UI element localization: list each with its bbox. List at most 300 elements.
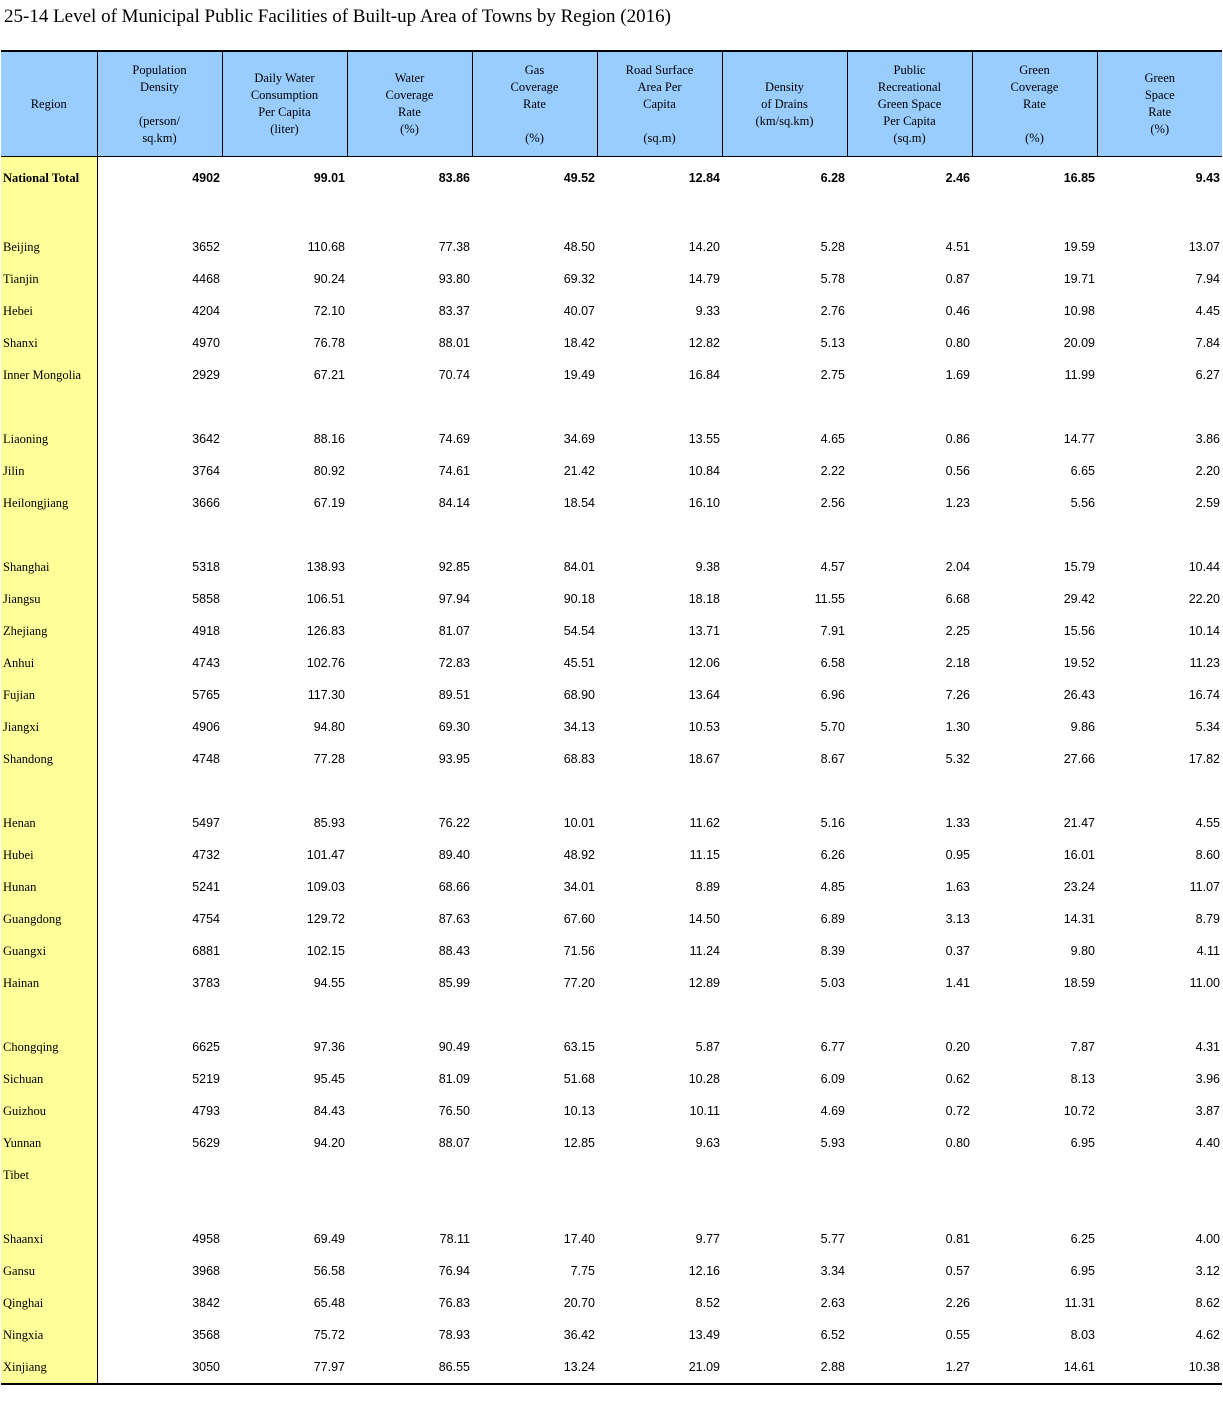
value-cell: 80.92 — [313, 464, 345, 478]
column-header — [472, 51, 597, 157]
table-row — [1, 903, 1222, 935]
region-cell: Hebei — [1, 295, 97, 327]
value-cell — [1097, 1159, 1222, 1191]
value-cell: 68.83 — [563, 752, 595, 766]
region-cell: Gansu — [1, 1255, 97, 1287]
spacer-cell — [1, 199, 97, 231]
table-row — [1, 1351, 1222, 1384]
value-cell: 6.96 — [820, 688, 845, 702]
value-cell: 10.28 — [688, 1072, 720, 1086]
value-cell: 13.07 — [1188, 240, 1220, 254]
value-cell: 5.77 — [820, 1232, 845, 1246]
table-row — [1, 743, 1222, 775]
value-cell: 2929 — [192, 368, 220, 382]
value-cell: 7.26 — [945, 688, 970, 702]
value-cell: 97.94 — [438, 592, 470, 606]
value-cell: 4.69 — [820, 1104, 845, 1118]
value-cell: 11.00 — [1189, 976, 1220, 990]
national-total-row — [1, 157, 1222, 200]
value-cell: 76.94 — [438, 1264, 470, 1278]
value-cell: 29.42 — [1063, 592, 1095, 606]
value-cell: 67.60 — [563, 912, 595, 926]
value-cell: 34.69 — [563, 432, 595, 446]
spacer-cell — [972, 519, 1097, 551]
column-header-line: Water — [394, 71, 425, 85]
value-cell: 10.84 — [688, 464, 720, 478]
value-cell: 101.47 — [306, 848, 345, 862]
value-cell: 8.03 — [1070, 1328, 1095, 1342]
table-row — [1, 263, 1222, 295]
spacer-cell — [347, 1191, 472, 1223]
value-cell — [597, 1159, 722, 1191]
table-row — [1, 1159, 1222, 1191]
table-row — [1, 295, 1222, 327]
column-header-line: Consumption — [250, 88, 319, 102]
value-cell: 109.03 — [306, 880, 345, 894]
value-cell: 6.89 — [820, 912, 845, 926]
column-header-line: (%) — [1025, 130, 1044, 145]
region-cell: Jilin — [1, 455, 97, 487]
value-cell: 54.54 — [563, 624, 595, 638]
value-cell: 14.61 — [972, 1351, 1097, 1384]
value-cell: 5318 — [192, 560, 220, 574]
value-cell: 106.51 — [306, 592, 345, 606]
column-header-line: Space — [1144, 88, 1175, 102]
value-cell: 69.30 — [438, 720, 470, 734]
value-cell: 85.99 — [438, 976, 470, 990]
value-cell: 16.84 — [688, 368, 720, 382]
value-cell — [472, 1159, 597, 1191]
value-cell: 20.09 — [1063, 336, 1095, 350]
region-cell: Shaanxi — [1, 1223, 97, 1255]
value-cell: 9.63 — [695, 1136, 720, 1150]
column-header-line: Density — [765, 79, 804, 94]
value-cell: 8.39 — [820, 944, 845, 958]
value-cell: 14.77 — [1063, 432, 1095, 446]
spacer-cell — [347, 775, 472, 807]
value-cell: 2.22 — [820, 464, 845, 478]
region-cell: Fujian — [1, 679, 97, 711]
value-cell: 3.34 — [820, 1264, 845, 1278]
value-cell: 4748 — [192, 752, 220, 766]
table-body — [1, 157, 1222, 1385]
value-cell — [722, 1159, 847, 1191]
value-cell: 13.24 — [472, 1351, 597, 1384]
value-cell: 9.86 — [1070, 720, 1095, 734]
value-cell: 3783 — [192, 976, 220, 990]
value-cell: 2.25 — [945, 624, 970, 638]
column-header-line: (%) — [400, 122, 419, 136]
table-row — [1, 1031, 1222, 1063]
spacer-cell — [597, 999, 722, 1031]
value-cell: 45.51 — [563, 656, 595, 670]
value-cell: 15.56 — [1063, 624, 1095, 638]
value-cell: 10.14 — [1188, 624, 1220, 638]
value-cell: 84.43 — [313, 1104, 345, 1118]
region-cell: Yunnan — [1, 1127, 97, 1159]
value-cell: 8.52 — [695, 1296, 720, 1310]
value-cell: 22.20 — [1188, 592, 1220, 606]
spacer-cell — [222, 1191, 347, 1223]
value-cell: 10.98 — [1063, 304, 1095, 318]
spacer-cell — [97, 1191, 222, 1223]
value-cell: 88.16 — [313, 432, 345, 446]
value-cell: 8.62 — [1195, 1296, 1220, 1310]
value-cell: 18.54 — [563, 496, 595, 510]
table-row — [1, 423, 1222, 455]
value-cell: 0.80 — [945, 336, 970, 350]
value-cell — [97, 1159, 222, 1191]
value-cell: 10.72 — [1063, 1104, 1095, 1118]
value-cell: 18.59 — [1063, 976, 1095, 990]
spacer-row — [1, 391, 1222, 423]
value-cell: 7.84 — [1195, 336, 1220, 350]
value-cell: 5.28 — [820, 240, 845, 254]
spacer-cell — [847, 199, 972, 231]
value-cell: 12.85 — [563, 1136, 595, 1150]
value-cell: 19.49 — [563, 368, 595, 382]
value-cell: 34.13 — [563, 720, 595, 734]
region-cell: Ningxia — [1, 1319, 97, 1351]
value-cell: 5.87 — [695, 1040, 720, 1054]
value-cell: 74.69 — [438, 432, 470, 446]
spacer-cell — [222, 999, 347, 1031]
spacer-cell — [1097, 999, 1222, 1031]
region-cell: Zhejiang — [1, 615, 97, 647]
value-cell: 13.64 — [688, 688, 720, 702]
value-cell: 3.96 — [1195, 1072, 1220, 1086]
value-cell: 5241 — [192, 880, 220, 894]
region-cell: Sichuan — [1, 1063, 97, 1095]
value-cell: 36.42 — [563, 1328, 595, 1342]
spacer-cell — [847, 519, 972, 551]
spacer-cell — [597, 199, 722, 231]
value-cell: 6.95 — [1070, 1264, 1095, 1278]
value-cell: 19.52 — [1063, 656, 1095, 670]
value-cell: 13.71 — [688, 624, 720, 638]
spacer-cell — [972, 999, 1097, 1031]
value-cell: 9.33 — [695, 304, 720, 318]
value-cell: 6.52 — [820, 1328, 845, 1342]
column-header-line — [598, 113, 722, 130]
value-cell: 5.13 — [820, 336, 845, 350]
value-cell: 90.18 — [563, 592, 595, 606]
spacer-cell — [722, 391, 847, 423]
spacer-cell — [1097, 775, 1222, 807]
value-cell: 18.42 — [563, 336, 595, 350]
spacer-row — [1, 775, 1222, 807]
spacer-cell — [97, 775, 222, 807]
column-header-line: Green — [1019, 62, 1050, 77]
value-cell: 0.46 — [945, 304, 970, 318]
value-cell: 0.81 — [945, 1232, 970, 1246]
value-cell: 34.01 — [563, 880, 595, 894]
region-cell: Jiangsu — [1, 583, 97, 615]
column-header — [847, 51, 972, 157]
value-cell: 3652 — [192, 240, 220, 254]
spacer-cell — [1, 775, 97, 807]
value-cell: 0.95 — [945, 848, 970, 862]
value-cell: 12.84 — [688, 171, 720, 185]
value-cell: 11.99 — [1064, 368, 1095, 382]
spacer-cell — [722, 775, 847, 807]
column-header — [597, 51, 722, 157]
table-row — [1, 1255, 1222, 1287]
value-cell: 1.33 — [945, 816, 970, 830]
value-cell: 84.01 — [563, 560, 595, 574]
value-cell: 5.34 — [1195, 720, 1220, 734]
spacer-cell — [97, 199, 222, 231]
value-cell: 4970 — [192, 336, 220, 350]
spacer-cell — [1097, 391, 1222, 423]
value-cell: 77.38 — [438, 240, 470, 254]
value-cell: 77.97 — [222, 1351, 347, 1384]
value-cell: 10.13 — [563, 1104, 595, 1118]
value-cell: 13.55 — [688, 432, 720, 446]
spacer-cell — [97, 391, 222, 423]
value-cell: 0.86 — [945, 432, 970, 446]
value-cell: 5.78 — [820, 272, 845, 286]
value-cell: 65.48 — [313, 1296, 345, 1310]
spacer-cell — [722, 519, 847, 551]
value-cell: 63.15 — [563, 1040, 595, 1054]
value-cell: 17.40 — [563, 1232, 595, 1246]
value-cell: 6.95 — [1070, 1136, 1095, 1150]
value-cell: 8.60 — [1195, 848, 1220, 862]
value-cell: 51.68 — [563, 1072, 595, 1086]
value-cell: 5.16 — [820, 816, 845, 830]
value-cell: 0.80 — [945, 1136, 970, 1150]
column-header-line: Green Space — [877, 96, 942, 111]
value-cell: 0.57 — [945, 1264, 970, 1278]
value-cell: 4.11 — [1196, 944, 1220, 958]
value-cell: 81.09 — [438, 1072, 470, 1086]
value-cell: 4743 — [192, 656, 220, 670]
value-cell: 9.43 — [1195, 171, 1220, 185]
value-cell: 102.15 — [306, 944, 345, 958]
value-cell: 2.56 — [820, 496, 845, 510]
value-cell: 4754 — [192, 912, 220, 926]
value-cell: 94.80 — [313, 720, 345, 734]
spacer-cell — [347, 999, 472, 1031]
region-cell: Guangxi — [1, 935, 97, 967]
value-cell: 3.87 — [1195, 1104, 1220, 1118]
table-row — [1, 1063, 1222, 1095]
value-cell: 20.70 — [563, 1296, 595, 1310]
value-cell: 11.62 — [689, 816, 720, 830]
table-row — [1, 1223, 1222, 1255]
value-cell: 4.00 — [1195, 1232, 1220, 1246]
region-cell: Tibet — [1, 1159, 97, 1191]
value-cell: 10.38 — [1097, 1351, 1222, 1384]
value-cell: 77.28 — [313, 752, 345, 766]
value-cell: 23.24 — [1063, 880, 1095, 894]
spacer-cell — [1, 1191, 97, 1223]
value-cell: 11.24 — [689, 944, 720, 958]
region-cell: Heilongjiang — [1, 487, 97, 519]
column-header — [1097, 51, 1222, 157]
region-cell: Beijing — [1, 231, 97, 263]
column-header-line: of Drains — [761, 96, 808, 111]
spacer-cell — [222, 519, 347, 551]
column-header-line: Per Capita — [883, 113, 936, 128]
value-cell: 2.20 — [1195, 464, 1220, 478]
column-header-line: (%) — [525, 130, 544, 145]
table-row — [1, 711, 1222, 743]
value-cell: 1.63 — [945, 880, 970, 894]
value-cell: 69.49 — [313, 1232, 345, 1246]
value-cell: 3666 — [192, 496, 220, 510]
value-cell: 14.31 — [1063, 912, 1095, 926]
table-row — [1, 359, 1222, 391]
value-cell: 12.89 — [688, 976, 720, 990]
region-cell: Guizhou — [1, 1095, 97, 1127]
value-cell: 92.85 — [438, 560, 470, 574]
facilities-table — [1, 50, 1222, 1385]
spacer-cell — [722, 1191, 847, 1223]
spacer-cell — [347, 199, 472, 231]
column-header-line: (km/sq.km) — [755, 113, 814, 128]
spacer-row — [1, 999, 1222, 1031]
value-cell: 87.63 — [438, 912, 470, 926]
table-row — [1, 935, 1222, 967]
value-cell: 0.37 — [945, 944, 970, 958]
spacer-cell — [597, 519, 722, 551]
table-row — [1, 871, 1222, 903]
value-cell: 11.07 — [1189, 880, 1220, 894]
spacer-cell — [847, 775, 972, 807]
value-cell: 56.58 — [313, 1264, 345, 1278]
spacer-cell — [97, 519, 222, 551]
value-cell: 21.47 — [1063, 816, 1095, 830]
column-header-region — [1, 51, 97, 157]
value-cell: 2.63 — [820, 1296, 845, 1310]
value-cell: 12.06 — [688, 656, 720, 670]
table-row — [1, 551, 1222, 583]
value-cell: 3.12 — [1195, 1264, 1220, 1278]
value-cell: 4.57 — [820, 560, 845, 574]
region-cell: Xinjiang — [1, 1351, 97, 1384]
value-cell: 4.31 — [1195, 1040, 1220, 1054]
value-cell: 0.20 — [945, 1040, 970, 1054]
region-cell: Jiangxi — [1, 711, 97, 743]
value-cell: 27.66 — [1063, 752, 1095, 766]
column-header-line: Rate — [1148, 105, 1172, 119]
value-cell: 16.01 — [1063, 848, 1095, 862]
spacer-cell — [1097, 199, 1222, 231]
value-cell: 3642 — [192, 432, 220, 446]
value-cell — [222, 1159, 347, 1191]
value-cell: 138.93 — [306, 560, 345, 574]
value-cell: 5.03 — [820, 976, 845, 990]
value-cell: 8.67 — [820, 752, 845, 766]
spacer-cell — [722, 999, 847, 1031]
value-cell: 6625 — [192, 1040, 220, 1054]
value-cell: 84.14 — [438, 496, 470, 510]
region-cell: Shanxi — [1, 327, 97, 359]
region-cell: Liaoning — [1, 423, 97, 455]
value-cell: 76.78 — [313, 336, 345, 350]
value-cell: 71.56 — [563, 944, 595, 958]
value-cell: 76.83 — [438, 1296, 470, 1310]
value-cell: 3.86 — [1195, 432, 1220, 446]
value-cell: 10.44 — [1188, 560, 1220, 574]
spacer-row — [1, 519, 1222, 551]
column-header-line: Road Surface — [625, 62, 694, 77]
value-cell: 3764 — [192, 464, 220, 478]
value-cell: 8.79 — [1195, 912, 1220, 926]
value-cell: 16.10 — [688, 496, 720, 510]
table-row — [1, 839, 1222, 871]
table-row — [1, 615, 1222, 647]
spacer-cell — [472, 199, 597, 231]
table-row — [1, 487, 1222, 519]
region-cell: Hunan — [1, 871, 97, 903]
column-header-line: Coverage — [510, 79, 559, 94]
value-cell: 4906 — [192, 720, 220, 734]
column-header — [972, 51, 1097, 157]
column-header-line: Coverage — [1010, 79, 1059, 94]
region-cell: Hainan — [1, 967, 97, 999]
value-cell: 14.79 — [688, 272, 720, 286]
value-cell: 21.09 — [597, 1351, 722, 1384]
value-cell: 6.09 — [820, 1072, 845, 1086]
spacer-cell — [222, 391, 347, 423]
spacer-cell — [1, 519, 97, 551]
column-header-line: (person/ — [139, 113, 180, 128]
region-cell: Chongqing — [1, 1031, 97, 1063]
value-cell: 13.49 — [688, 1328, 720, 1342]
spacer-cell — [222, 199, 347, 231]
value-cell: 126.83 — [306, 624, 345, 638]
column-header-line: sq.km) — [142, 130, 177, 145]
region-cell: Guangdong — [1, 903, 97, 935]
value-cell: 86.55 — [347, 1351, 472, 1384]
spacer-cell — [972, 199, 1097, 231]
value-cell: 11.55 — [814, 592, 845, 606]
value-cell: 4793 — [192, 1104, 220, 1118]
value-cell: 5.32 — [945, 752, 970, 766]
spacer-cell — [472, 1191, 597, 1223]
value-cell: 67.19 — [313, 496, 345, 510]
spacer-cell — [472, 775, 597, 807]
value-cell: 1.30 — [945, 720, 970, 734]
spacer-cell — [472, 999, 597, 1031]
spacer-cell — [1, 999, 97, 1031]
value-cell: 93.95 — [438, 752, 470, 766]
spacer-cell — [972, 391, 1097, 423]
region-cell: Shanghai — [1, 551, 97, 583]
column-header-line: Capita — [643, 96, 676, 111]
value-cell: 2.75 — [820, 368, 845, 382]
value-cell: 48.50 — [563, 240, 595, 254]
column-header-line: (sq.m) — [643, 130, 676, 145]
value-cell: 129.72 — [306, 912, 345, 926]
column-header-line: (liter) — [270, 122, 299, 136]
value-cell: 76.50 — [438, 1104, 470, 1118]
value-cell: 83.86 — [438, 171, 470, 185]
value-cell: 5858 — [192, 592, 220, 606]
value-cell: 11.23 — [1189, 656, 1220, 670]
value-cell: 2.18 — [945, 656, 970, 670]
value-cell: 5765 — [192, 688, 220, 702]
region-cell: Henan — [1, 807, 97, 839]
spacer-cell — [597, 775, 722, 807]
header-row — [1, 51, 1222, 157]
value-cell: 99.01 — [313, 171, 345, 185]
table-row — [1, 455, 1222, 487]
value-cell: 12.16 — [688, 1264, 720, 1278]
